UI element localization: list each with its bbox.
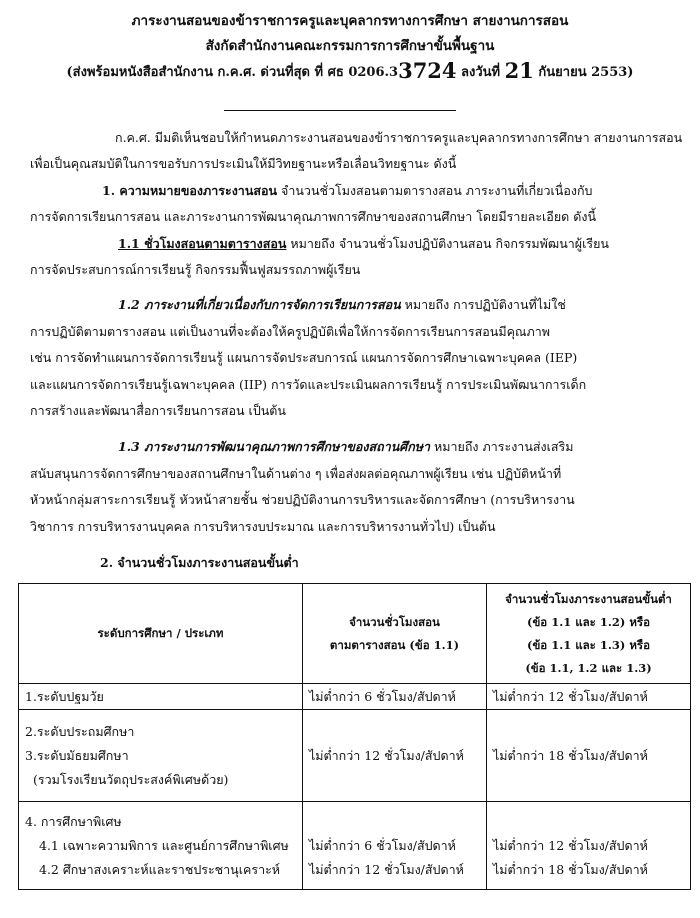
header-divider (224, 110, 456, 111)
row-2-minimum-workload: ไม่ต่ำกว่า 18 ชั่วโมง/สัปดาห์ (487, 710, 691, 802)
section-1-3-line-2: สนับสนุนการจัดการศึกษาของสถานศึกษาในด้านต่าง ๆ เพื่อส่งผลต่อคุณภาพผู้เรียน เช่น ปฏิบัติหน้าที่ (30, 466, 562, 481)
document-reference (30, 58, 670, 83)
header-minimum-workload-line-3: (ข้อ 1.1 และ 1.3) หรือ (527, 637, 650, 652)
section-1-3-line-1 (118, 439, 573, 455)
section-2-heading: 2. จำนวนชั่วโมงภาระงานสอนขั้นต่ำ (100, 555, 299, 570)
section-1-3-line-3: หัวหน้ากลุ่มสาระการเรียนรู้ หัวหน้าสายชั้น ช่วยปฏิบัติงานการบริหารและจัดการศึกษา (การบริหารงาน (30, 492, 575, 507)
section-1-1-line-1 (118, 236, 609, 252)
row-3b-teaching-hours: ไม่ต่ำกว่า 12 ชั่วโมง/สัปดาห์ (309, 861, 464, 877)
header-teaching-hours (303, 584, 487, 684)
section-1-2-line-3: เช่น การจัดทำแผนการจัดการเรียนรู้ แผนการจัดประสบการณ์ แผนการจัดการศึกษาเฉพาะบุคคล (IEP) (30, 350, 578, 365)
row-3a-level: 4.1 เฉพาะความพิการ และศูนย์การศึกษาพิเศษ (39, 837, 289, 853)
table-row (19, 684, 691, 710)
table-header-row (19, 584, 691, 684)
reference-day: 21 (504, 58, 534, 83)
table-row (19, 710, 691, 802)
row-3-minimum-workload (487, 802, 691, 890)
section-1-2-line-1 (118, 297, 566, 313)
row-3-teaching-hours (303, 802, 487, 890)
section-1-2-text: หมายถึง การปฏิบัติงานที่ไม่ใช่ (400, 297, 566, 312)
row-2-teaching-hours: ไม่ต่ำกว่า 12 ชั่วโมง/สัปดาห์ (303, 710, 487, 802)
section-1-1-heading: 1.1 ชั่วโมงสอนตามตารางสอน (118, 236, 287, 251)
row-3a-minimum-workload: ไม่ต่ำกว่า 12 ชั่วโมง/สัปดาห์ (493, 837, 648, 853)
section-1-heading: 1. ความหมายของภาระงานสอน (102, 183, 278, 198)
table-row (19, 802, 691, 890)
section-1-2-line-4: และแผนการจัดการเรียนรู้เฉพาะบุคคล (IIP) การวัดและประเมินผลการเรียนรู้ การประเมินพัฒนาการเด็ก (30, 377, 587, 392)
header-minimum-workload (487, 584, 691, 684)
row-3-level-heading: 4. การศึกษาพิเศษ (25, 813, 122, 829)
section-1-2-line-2: การปฏิบัติตามตารางสอน แต่เป็นงานที่จะต้องให้ครูปฏิบัติเพื่อให้การจัดการเรียนการสอนมีคุณภาพ (30, 324, 551, 339)
document-title-line-1: ภาระงานสอนของข้าราชการครูและบุคลากรทางการศึกษา สายงานการสอน (131, 13, 569, 29)
section-1-line-1 (102, 183, 592, 199)
section-1-3-text: หมายถึง ภาระงานส่งเสริม (430, 439, 574, 454)
reference-number: 3724 (398, 58, 457, 83)
section-1-1-text: หมายถึง จำนวนชั่วโมงปฏิบัติงานสอน กิจกรรมพัฒนาผู้เรียน (286, 236, 609, 251)
row-2-level-line-2: 3.ระดับมัธยมศึกษา (25, 747, 129, 763)
section-1-text: จำนวนชั่วโมงสอนตามตารางสอน ภาระงานที่เกี่ยวเนื่องกับ (277, 183, 593, 198)
section-1-1-line-2: การจัดประสบการณ์การเรียนรู้ กิจกรรมฟื้นฟูสมรรถภาพผู้เรียน (30, 262, 361, 277)
section-1-3-line-4: วิชาการ การบริหารงานบุคคล การบริหารงบประมาณ และการบริหารงานทั่วไป) เป็นต้น (30, 519, 496, 534)
row-1-level: 1.ระดับปฐมวัย (19, 684, 303, 710)
header-level-type: ระดับการศึกษา / ประเภท (19, 584, 303, 684)
header-teaching-hours-line-2: ตามตารางสอน (ข้อ 1.1) (329, 637, 460, 652)
row-3b-minimum-workload: ไม่ต่ำกว่า 18 ชั่วโมง/สัปดาห์ (493, 861, 648, 877)
row-2-level (19, 710, 303, 802)
intro-line-2: เพื่อเป็นคุณสมบัติในการขอรับการประเมินให้มีวิทยฐานะหรือเลื่อนวิทยฐานะ ดังนี้ (30, 156, 457, 171)
header-teaching-hours-line-1: จำนวนชั่วโมงสอน (349, 614, 440, 629)
row-3-level (19, 802, 303, 890)
row-3b-level: 4.2 ศึกษาสงเคราะห์และราชประชานุเคราะห์ (39, 861, 281, 877)
section-1-2-line-5: การสร้างและพัฒนาสื่อการเรียนการสอน เป็นต้น (30, 403, 286, 418)
header-minimum-workload-line-1: จำนวนชั่วโมงภาระงานสอนขั้นต่ำ (505, 591, 672, 606)
row-2-level-line-1: 2.ระดับประถมศึกษา (25, 723, 135, 739)
header-minimum-workload-line-4: (ข้อ 1.1, 1.2 และ 1.3) (525, 660, 652, 675)
workload-table (18, 583, 691, 890)
section-1-2-heading: 1.2 ภาระงานที่เกี่ยวเนื่องกับการจัดการเรียนการสอน (118, 297, 401, 312)
section-1-3-heading: 1.3 ภาระงานการพัฒนาคุณภาพการศึกษาของสถานศึกษา (118, 439, 431, 454)
header-minimum-workload-line-2: (ข้อ 1.1 และ 1.2) หรือ (527, 614, 650, 629)
section-1-line-2: การจัดการเรียนการสอน และภาระงานการพัฒนาคุณภาพการศึกษาของสถานศึกษา โดยมีรายละเอียด ดังนี้ (30, 209, 596, 224)
reference-suffix: กันยายน 2553) (533, 65, 634, 80)
document-title-line-2: สังกัดสำนักงานคณะกรรมการการศึกษาขั้นพื้นฐาน (205, 38, 495, 54)
row-2-level-line-3: (รวมโรงเรียนวัตถุประสงค์พิเศษด้วย) (33, 771, 229, 787)
row-3a-teaching-hours: ไม่ต่ำกว่า 6 ชั่วโมง/สัปดาห์ (309, 837, 456, 853)
row-1-teaching-hours: ไม่ต่ำกว่า 6 ชั่วโมง/สัปดาห์ (303, 684, 487, 710)
reference-prefix: (ส่งพร้อมหนังสือสำนักงาน ก.ค.ศ. ด่วนที่สุด ที่ ศธ 0206.3 (66, 65, 399, 80)
intro-line-1: ก.ค.ศ. มีมติเห็นชอบให้กำหนดภาระงานสอนของข้าราชการครูและบุคลากรทางการศึกษา สายงานการสอน (115, 130, 683, 145)
row-1-minimum-workload: ไม่ต่ำกว่า 12 ชั่วโมง/สัปดาห์ (487, 684, 691, 710)
reference-mid: ลงวันที่ (456, 65, 505, 80)
